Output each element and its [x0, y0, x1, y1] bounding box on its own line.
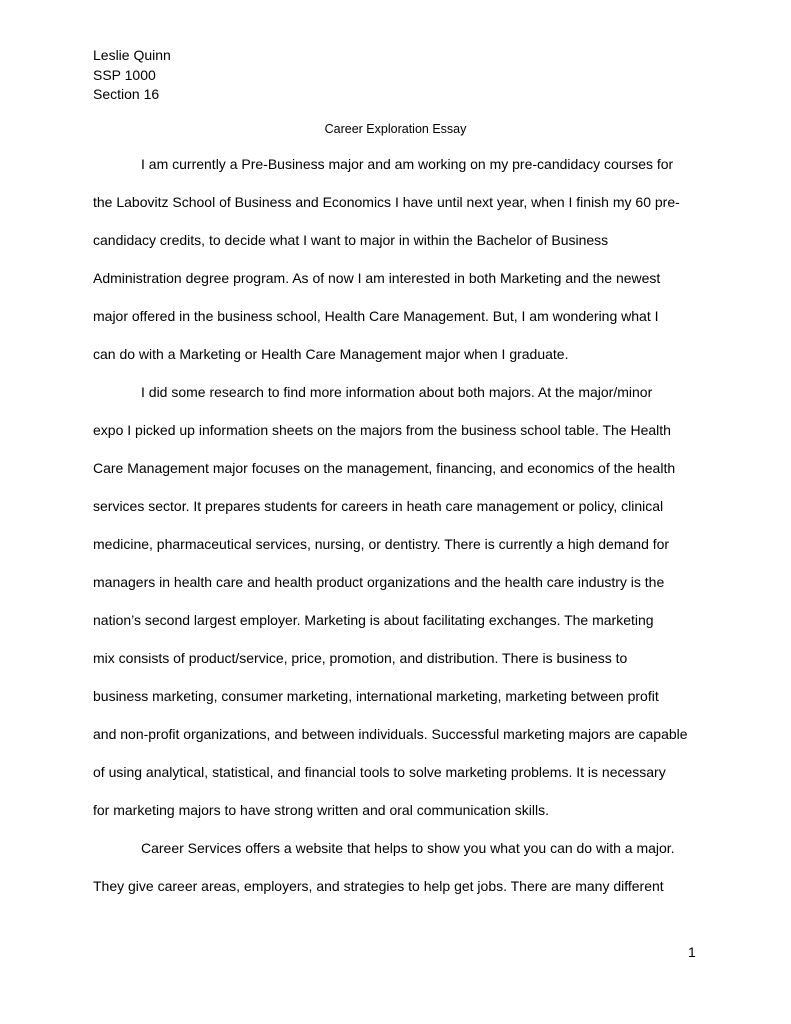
author-name: Leslie Quinn — [93, 47, 171, 63]
document-header — [93, 46, 171, 105]
course-code: SSP 1000 — [93, 66, 156, 83]
paragraph-2-line-12: for marketing majors to have strong written and oral communication skills. — [93, 802, 549, 818]
paragraph-1-line-3: candidacy credits, to decide what I want to major in within the Bachelor of Business — [93, 232, 609, 248]
paragraph-3-line-1: Career Services offers a website that helps to show you what you can do with a major. — [141, 840, 675, 856]
paragraph-1-line-5: major offered in the business school, Health Care Management. But, I am wondering what I — [93, 308, 659, 324]
paragraph-2-line-9: business marketing, consumer marketing, international marketing, marketing between profit — [93, 688, 659, 704]
paragraph-2-line-11: of using analytical, statistical, and financial tools to solve marketing problems. It is necessary — [93, 764, 666, 780]
paragraph-2-line-5: medicine, pharmaceutical services, nursing, or dentistry. There is currently a high demand for — [93, 536, 670, 552]
section-number: Section 16 — [93, 86, 160, 102]
paragraph-1-line-6: can do with a Marketing or Health Care Management major when I graduate. — [93, 346, 569, 362]
paragraph-2-line-1: I did some research to find more information about both majors. At the major/minor — [141, 384, 653, 400]
page-number: 1 — [688, 944, 696, 960]
paragraph-1-line-1: I am currently a Pre-Business major and am working on my pre-candidacy courses for — [141, 156, 674, 172]
paragraph-2-line-8: mix consists of product/service, price, promotion, and distribution. There is business to — [93, 650, 628, 666]
paragraph-2-line-2: expo I picked up information sheets on the majors from the business school table. The Health — [93, 422, 671, 438]
paragraph-2-line-4: services sector. It prepares students for careers in heath care management or policy, clinical — [93, 498, 664, 514]
paragraph-2-line-6: managers in health care and health product organizations and the health care industry is the — [93, 574, 665, 590]
paragraph-2-line-10: and non-profit organizations, and between individuals. Successful marketing majors are capable — [93, 726, 688, 742]
paragraph-2-line-3: Care Management major focuses on the management, financing, and economics of the health — [93, 460, 676, 476]
paragraph-1-line-4: Administration degree program. As of now I am interested in both Marketing and the newest — [93, 270, 661, 286]
paragraph-2-line-7: nation’s second largest employer. Marketing is about facilitating exchanges. The marketing — [93, 612, 654, 628]
essay-title: Career Exploration Essay — [324, 122, 467, 136]
paragraph-3-line-2: They give career areas, employers, and strategies to help get jobs. There are many different — [93, 878, 664, 894]
paragraph-1-line-2: the Labovitz School of Business and Economics I have until next year, when I finish my 60 pre- — [93, 194, 680, 210]
